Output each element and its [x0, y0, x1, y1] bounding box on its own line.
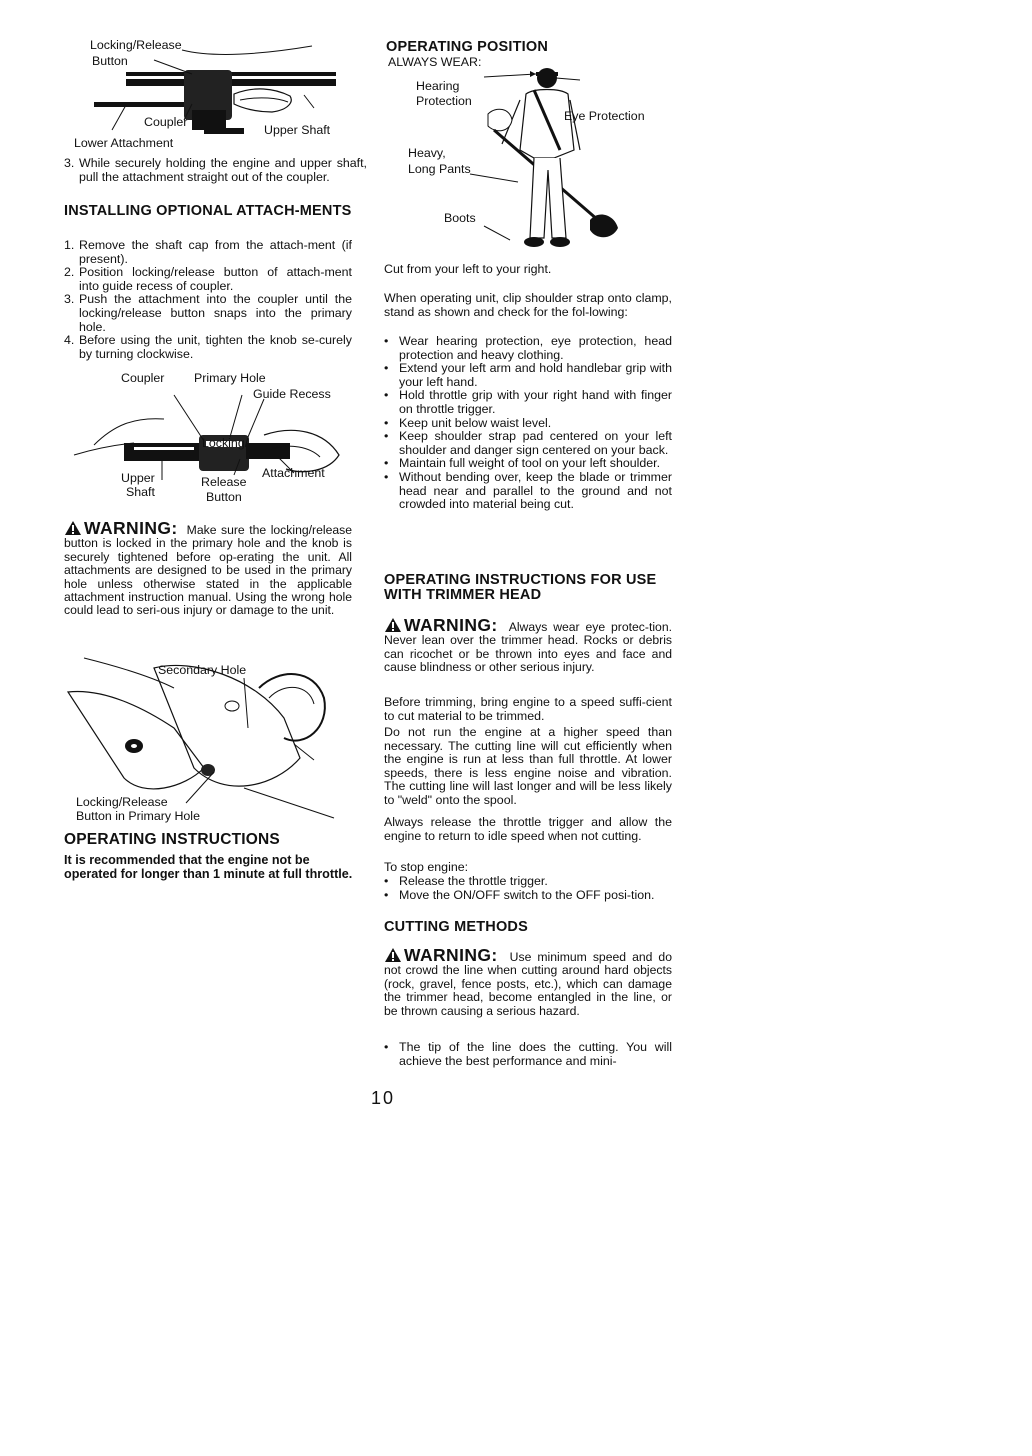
list-item: • The tip of the line does the cutting. You will achieve the best performance and mini- [384, 1040, 672, 1068]
step-text: While securely holding the engine and upper shaft, pull the attachment straight out of the coupler. [79, 156, 367, 184]
bullet-text: Hold throttle grip with your right hand with finger on throttle trigger. [399, 388, 672, 416]
coupler-label: Coupler [144, 115, 188, 129]
left-column [64, 0, 367, 881]
list-item: • Maintain full weight of tool on your left shoulder. [384, 456, 661, 471]
installing-heading: INSTALLING OPTIONAL ATTACH-MENTS [64, 203, 352, 219]
list-item: • Extend your left arm and hold handlebar grip with your left hand. [384, 361, 672, 389]
heavy-label: Heavy, [408, 146, 446, 160]
warning-text: Always wear eye protec-tion. Never lean over the trimmer head. Rocks or debris can ricochet or be thrown into eyes and face and cause blindness or other serious injury. [384, 620, 672, 675]
secondary-hole-label: Secondary Hole [158, 663, 247, 677]
guide-recess-label: Guide Recess [253, 387, 331, 401]
trimmer-paragraph-2: Do not run the engine at a higher speed than necessary. The cutting line will cut efficiently when the engine is run at less than full throttle. At lower speeds, there is less engine noise and vibration. The cutting line will last longer and will be less likely to "weld" onto the spool. [384, 725, 672, 807]
operating-position-heading: OPERATING POSITION [386, 39, 549, 55]
upper-shaft-label: Upper Shaft [264, 123, 331, 137]
step-text: Before using the unit, tighten the knob se-curely by turning clockwise. [79, 333, 352, 361]
bullet-text: Release the throttle trigger. [399, 874, 548, 888]
hearing-label: Hearing [416, 79, 460, 93]
always-wear-label: ALWAYS WEAR: [388, 55, 482, 69]
step-text: Position locking/release button of attach-ment into guide recess of coupler. [79, 265, 352, 293]
list-item [64, 239, 352, 266]
bullet-text: Keep unit below waist level. [399, 415, 552, 430]
upper-label: Upper [121, 471, 155, 485]
bullet-text: Extend your left arm and hold handlebar grip with your left hand. [399, 361, 672, 389]
stop-engine-list [384, 875, 672, 902]
warning-label: WARNING: [404, 945, 498, 965]
list-item: • Release the throttle trigger. [384, 874, 548, 888]
warning-triangle-icon [384, 617, 402, 633]
warning-heading [64, 518, 178, 538]
trimmer-heading: OPERATING INSTRUCTIONS FOR USE WITH TRIMMER HEAD [384, 572, 657, 603]
bullet-text: Move the ON/OFF switch to the OFF posi-tion. [399, 887, 655, 902]
bullet-text: The tip of the line does the cutting. You will achieve the best performance and mini- [399, 1040, 672, 1068]
warning-heading [384, 615, 498, 635]
when-operating-list [384, 335, 672, 512]
lower-attachment-label: Lower Attachment [74, 136, 174, 150]
warning-heading [384, 945, 498, 965]
trimmer-paragraph-3: Always release the throttle trigger and allow the engine to return to idle speed when not cutting. [384, 815, 672, 843]
list-item: • Wear hearing protection, eye protection, head protection and heavy clothing. [384, 334, 672, 362]
primary-hole-label: Primary Hole [194, 371, 266, 385]
step-3 [64, 157, 367, 184]
step-text: Push the attachment into the coupler until the locking/release button snaps into the primary hole. [79, 292, 352, 334]
list-item: • Hold throttle grip with your right hand with finger on throttle trigger. [384, 388, 672, 416]
list-item: • Keep shoulder strap pad centered on your left shoulder and danger sign centered on your back. [384, 429, 672, 457]
release-label: Release [201, 475, 247, 489]
locking-release-label: Locking/Release [76, 795, 168, 809]
protection-label: Protection [416, 94, 472, 108]
list-item [64, 334, 352, 361]
step-number: 4. [64, 333, 75, 348]
bullet-text: Wear hearing protection, eye protection, head protection and heavy clothing. [399, 334, 672, 362]
button-primary-label: Button in Primary Hole [76, 809, 200, 823]
list-item [64, 266, 352, 293]
warning-label: WARNING: [84, 518, 178, 538]
trimmer-warning-block [384, 617, 672, 675]
list-item: • Keep unit below waist level. [384, 415, 552, 430]
eye-protection-label: Eye Protection [564, 109, 645, 123]
boots-label: Boots [444, 211, 476, 225]
bullet-text: Maintain full weight of tool on your left shoulder. [399, 456, 661, 471]
bullet-text: Without bending over, keep the blade or trimmer head near and parallel to the ground and not crowded into material being cut. [399, 469, 672, 512]
locking-label: Locking/ [202, 436, 249, 450]
locking-release-label: Locking/Release [90, 38, 182, 52]
warning-label: WARNING: [404, 615, 498, 635]
long-pants-label: Long Pants [408, 162, 471, 176]
warning-text: Make sure the locking/release button is locked in the primary hole and the knob is securely tightened before op-erating the unit. All attachments are designed to be used in the primary hole unless otherwise stated in the applicable attachment instruction manual. Using the wrong hole could lead to seri-ous injury or damage to the unit. [64, 523, 352, 618]
warning-triangle-icon [384, 947, 402, 963]
operating-instructions-text: It is recommended that the engine not be operated for longer than 1 minute at full throttle. [64, 853, 353, 881]
step-text: Remove the shaft cap from the attach-ment (if present). [79, 238, 352, 266]
cut-direction-text: Cut from your left to your right. [384, 262, 552, 276]
list-item: • Move the ON/OFF switch to the OFF posi-tion. [384, 887, 655, 902]
trimmer-paragraph-1: Before trimming, bring engine to a speed suffi-cient to cut material to be trimmed. [384, 695, 672, 723]
step-number: 2. [64, 265, 75, 280]
operating-instructions-heading: OPERATING INSTRUCTIONS [64, 831, 280, 848]
coupler-label: Coupler [121, 371, 165, 385]
list-item: • Without bending over, keep the blade or trimmer head near and parallel to the ground and not crowded into material being cut. [384, 469, 672, 512]
warning-block [64, 520, 352, 618]
button-label: Button [206, 490, 242, 504]
cutting-list [384, 1041, 672, 1068]
when-operating-intro: When operating unit, clip shoulder strap onto clamp, stand as shown and check for the fol-lowing: [384, 291, 672, 319]
button-label: Button [92, 54, 128, 68]
trimmer-paragraph-4: To stop engine: [384, 860, 469, 874]
warning-triangle-icon [64, 520, 82, 536]
page-number: 10 [371, 1088, 396, 1108]
attachment-label: Attachment [262, 466, 325, 480]
step-number: 3. [64, 156, 75, 170]
installing-steps [64, 239, 352, 361]
cutting-methods-heading: CUTTING METHODS [384, 919, 528, 935]
shaft-label: Shaft [126, 485, 155, 499]
list-item [64, 293, 352, 334]
step-number: 1. [64, 238, 75, 252]
bullet-text: Keep shoulder strap pad centered on your left shoulder and danger sign centered on your back. [399, 429, 672, 457]
cutting-warning-block [384, 947, 672, 1018]
warning-text: Use minimum speed and do not crowd the line when cutting around hard objects (rock, gravel, fence posts, etc.), which can damage the trimmer head, become entangled in the line, or be thrown causing a serious hazard. [384, 950, 672, 1018]
step-number: 3. [64, 292, 75, 307]
